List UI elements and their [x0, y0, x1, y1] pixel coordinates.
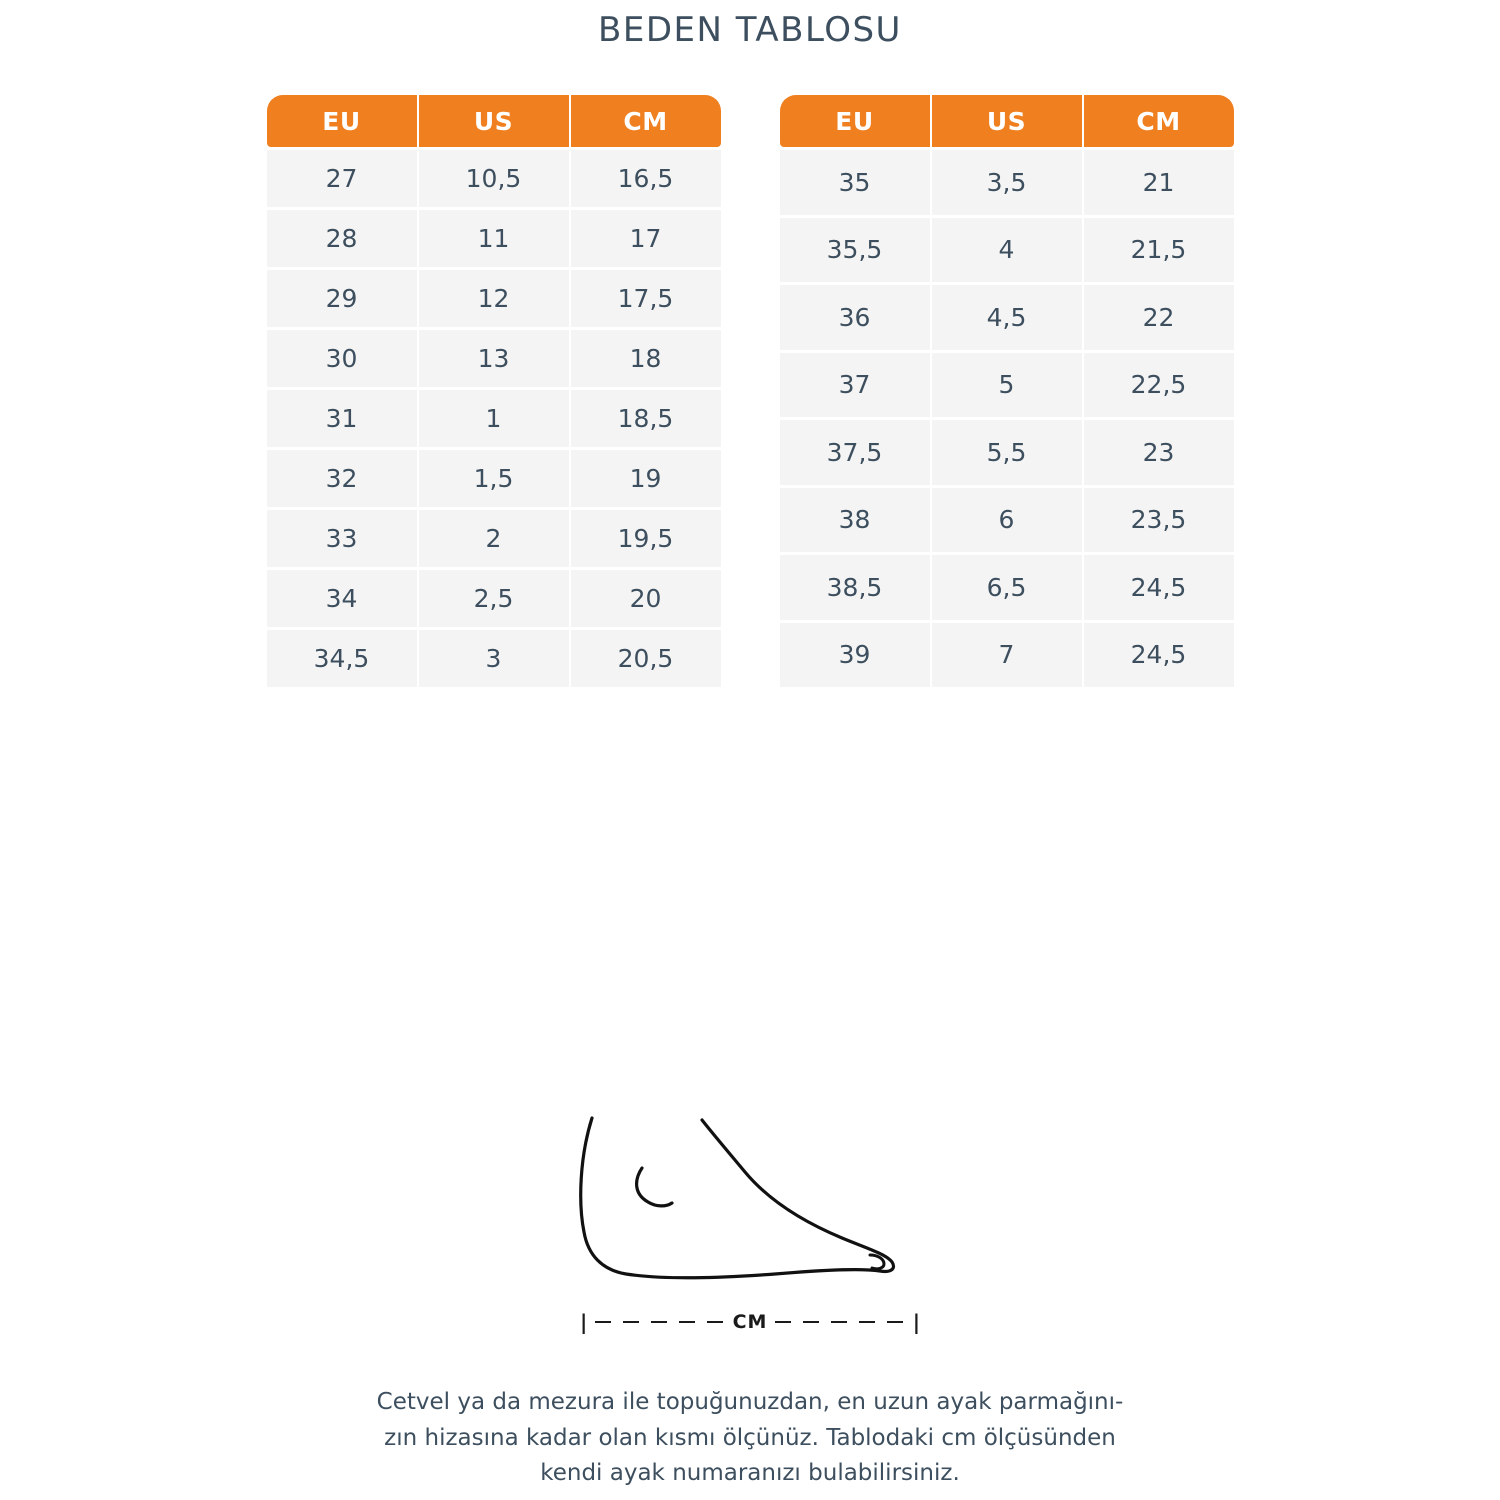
table-row — [267, 570, 721, 627]
cell-us: 3 — [419, 630, 569, 687]
cell-eu: 32 — [267, 450, 417, 507]
table-row — [267, 330, 721, 387]
cell-eu: 33 — [267, 510, 417, 567]
cell-cm: 16,5 — [571, 150, 721, 207]
cell-eu: 29 — [267, 270, 417, 327]
cell-eu: 38 — [780, 488, 930, 553]
cell-cm: 19 — [571, 450, 721, 507]
ruler-right-cap: | — [912, 1310, 921, 1334]
cell-us: 2,5 — [419, 570, 569, 627]
column-header-cm: CM — [1084, 95, 1234, 147]
cell-cm: 20 — [571, 570, 721, 627]
cell-cm: 22 — [1084, 285, 1234, 350]
column-header-us: US — [419, 95, 569, 147]
table-row — [780, 150, 1234, 215]
adult-size-table — [778, 92, 1236, 690]
cell-eu: 30 — [267, 330, 417, 387]
column-header-eu: EU — [780, 95, 930, 147]
cell-us: 4 — [932, 218, 1082, 283]
table-body — [267, 150, 721, 687]
cell-eu: 39 — [780, 623, 930, 688]
cell-eu: 34,5 — [267, 630, 417, 687]
table-row — [780, 420, 1234, 485]
header-row — [780, 95, 1234, 147]
cm-ruler — [580, 1311, 920, 1333]
cell-eu: 28 — [267, 210, 417, 267]
kids-size-table — [265, 92, 723, 690]
cell-cm: 18 — [571, 330, 721, 387]
instructions-text — [0, 1385, 1500, 1492]
ruler-dashes-left — [595, 1321, 724, 1323]
cell-eu: 31 — [267, 390, 417, 447]
ruler-dashes-right — [775, 1321, 904, 1323]
cell-cm: 24,5 — [1084, 623, 1234, 688]
column-header-eu: EU — [267, 95, 417, 147]
table-row — [780, 353, 1234, 418]
cell-eu: 27 — [267, 150, 417, 207]
cell-us: 1,5 — [419, 450, 569, 507]
cell-cm: 21,5 — [1084, 218, 1234, 283]
cell-us: 10,5 — [419, 150, 569, 207]
foot-measurement-diagram — [0, 1110, 1500, 1333]
table-row — [780, 218, 1234, 283]
cell-cm: 23,5 — [1084, 488, 1234, 553]
cell-cm: 18,5 — [571, 390, 721, 447]
cell-cm: 20,5 — [571, 630, 721, 687]
table-body — [780, 150, 1234, 687]
table-row — [267, 210, 721, 267]
table-row — [267, 270, 721, 327]
instructions-line-2: zın hizasına kadar olan kısmı ölçünüz. Tablodaki cm ölçüsünden — [384, 1424, 1116, 1451]
instructions-line-3: kendi ayak numaranızı bulabilirsiniz. — [540, 1460, 960, 1487]
cell-cm: 21 — [1084, 150, 1234, 215]
table-row — [780, 285, 1234, 350]
cell-us: 13 — [419, 330, 569, 387]
table-row — [267, 510, 721, 567]
table-header — [780, 95, 1234, 147]
cell-us: 3,5 — [932, 150, 1082, 215]
cell-eu: 37 — [780, 353, 930, 418]
table-header — [267, 95, 721, 147]
cell-us: 11 — [419, 210, 569, 267]
cell-us: 5,5 — [932, 420, 1082, 485]
table-row — [267, 390, 721, 447]
table-row — [780, 488, 1234, 553]
table-row — [267, 150, 721, 207]
cell-us: 6 — [932, 488, 1082, 553]
cell-eu: 36 — [780, 285, 930, 350]
cell-us: 2 — [419, 510, 569, 567]
table-row — [780, 555, 1234, 620]
table-row — [267, 450, 721, 507]
cell-cm: 22,5 — [1084, 353, 1234, 418]
cell-us: 6,5 — [932, 555, 1082, 620]
cell-eu: 38,5 — [780, 555, 930, 620]
cell-us: 5 — [932, 353, 1082, 418]
cell-eu: 35 — [780, 150, 930, 215]
cell-us: 7 — [932, 623, 1082, 688]
ruler-label: CM — [732, 1311, 768, 1333]
cell-us: 4,5 — [932, 285, 1082, 350]
cell-cm: 19,5 — [571, 510, 721, 567]
instructions-line-1: Cetvel ya da mezura ile topuğunuzdan, en uzun ayak parmağını- — [376, 1389, 1124, 1415]
cell-cm: 17,5 — [571, 270, 721, 327]
cell-us: 12 — [419, 270, 569, 327]
header-row — [267, 95, 721, 147]
page-title: BEDEN TABLOSU — [598, 10, 902, 50]
cell-eu: 37,5 — [780, 420, 930, 485]
cell-eu: 34 — [267, 570, 417, 627]
cell-cm: 17 — [571, 210, 721, 267]
column-header-us: US — [932, 95, 1082, 147]
cell-eu: 35,5 — [780, 218, 930, 283]
table-row — [780, 623, 1234, 688]
foot-outline-icon — [570, 1110, 930, 1305]
size-tables-container — [0, 92, 1500, 690]
column-header-cm: CM — [571, 95, 721, 147]
cell-us: 1 — [419, 390, 569, 447]
cell-cm: 23 — [1084, 420, 1234, 485]
table-row — [267, 630, 721, 687]
cell-cm: 24,5 — [1084, 555, 1234, 620]
ruler-left-cap: | — [580, 1310, 588, 1334]
